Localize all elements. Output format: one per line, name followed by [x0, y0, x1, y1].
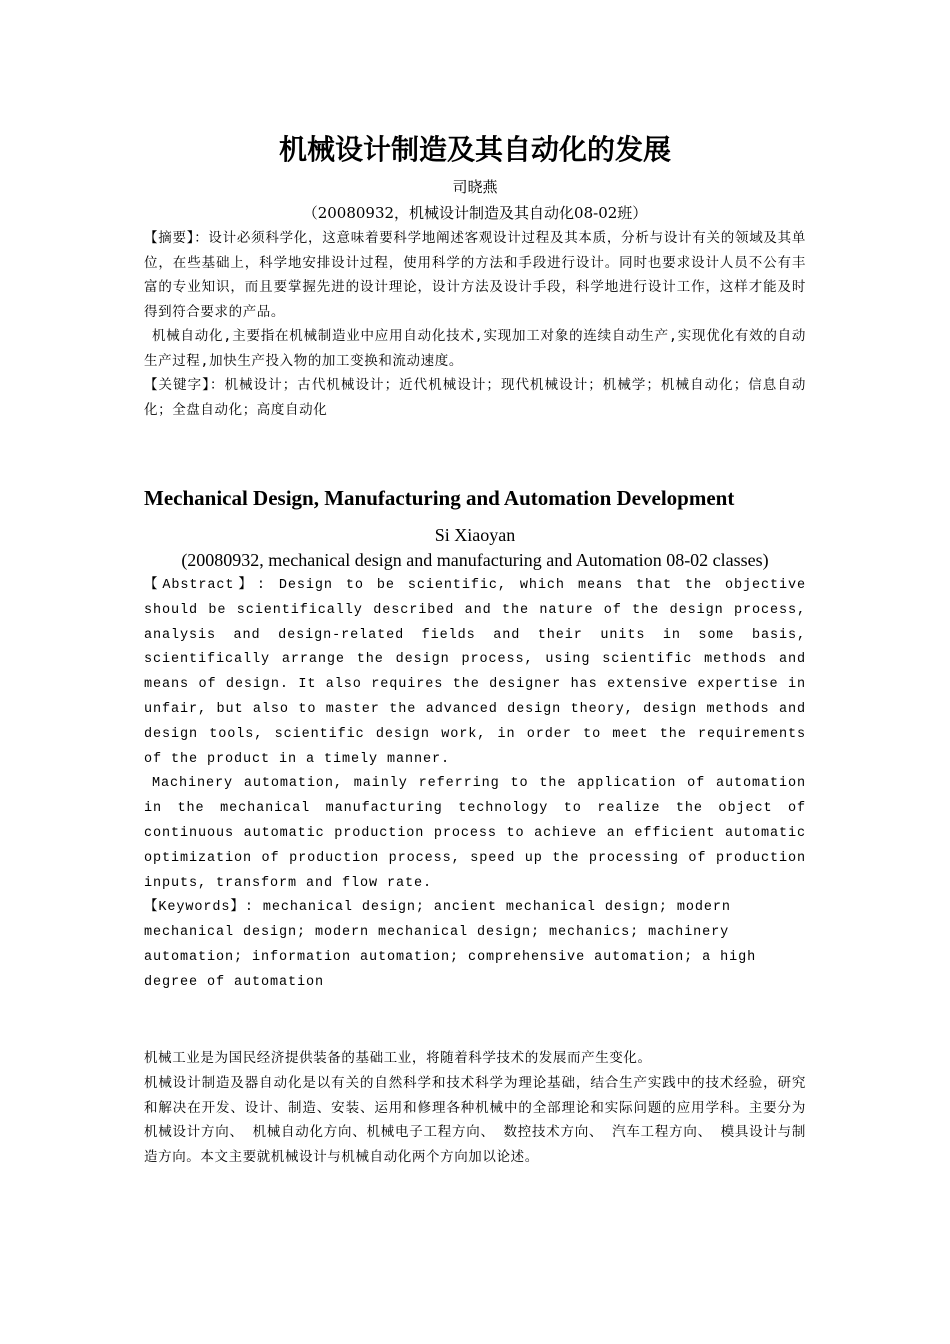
chinese-abstract-block	[144, 226, 806, 422]
chinese-keywords-label: 【关键字】	[144, 377, 210, 393]
chinese-abstract-paragraph-2: 机械自动化,主要指在机械制造业中应用自动化技术,实现加工对象的连续自动生产,实现优化有效的自动生产过程,加快生产投入物的加工变换和流动速度。	[144, 328, 806, 369]
english-abstract-paragraph-2: Machinery automation, mainly referring to the application of automation in the mechanical manufacturing technology to realize the object of continuous automatic production process to achieve an efficient automatic optimization of production process, speed up the processing of production inputs, transform and flow rate.	[144, 776, 806, 891]
english-abstract-text: : Design to be scientific, which means that the objective should be scientifically described and the nature of the design process, analysis and design-related fields and their units in some basis, scientifically arrange the design process, using scientific methods and means of design. It also requires the designer has extensive expertise in unfair, but also to master the advanced design theory, design methods and design tools, scientific design work, in order to meet the requirements of the product in a timely manner.	[144, 578, 807, 767]
chinese-abstract-text: ：设计必须科学化，这意味着要科学地阐述客观设计过程及其本质，分析与设计有关的领域及其单位，在些基础上，科学地安排设计过程，使用科学的方法和手段进行设计。同时也要求设计人员不公有丰富的专业知识，而且要掌握先进的设计理论，设计方法及设计手段，科学地进行设计工作，这样才能及时得到符合要求的产品。	[144, 230, 806, 320]
body-paragraph-1: 机械工业是为国民经济提供装备的基础工业，将随着科学技术的发展而产生变化。	[144, 1050, 652, 1066]
chinese-abstract	[144, 226, 806, 324]
chinese-keywords-text: ：机械设计；古代机械设计；近代机械设计；现代机械设计；机械学；机械自动化；信息自动化；全盘自动化；高度自动化	[144, 377, 807, 418]
english-author: Si Xiaoyan	[434, 525, 516, 545]
chinese-keywords	[144, 373, 806, 422]
english-keywords-text: : mechanical design; ancient mechanical design; modern mechanical design; modern mechanical design; mechanics; machinery automation; information automation; comprehensive automation; a high degree of automation	[144, 900, 757, 990]
english-keywords	[144, 896, 806, 995]
english-affiliation: (20080932, mechanical design and manufacturing and Automation 08-02 classes)	[181, 550, 769, 570]
english-abstract	[144, 574, 806, 772]
chinese-title: 机械设计制造及其自动化的发展	[278, 133, 671, 166]
body-text-block	[144, 1046, 806, 1170]
body-paragraph-2: 机械设计制造及器自动化是以有关的自然科学和技术科学为理论基础，结合生产实践中的技术经验，研究和解决在开发、设计、制造、安装、运用和修理各种机械中的全部理论和实际问题的应用学科。主要分为机械设计方向、 机械自动化方向、机械电子工程方向、 数控技术方向、 汽车工程方向、 模具设计与制造方向。本文主要就机械设计与机械自动化两个方向加以论述。	[144, 1074, 806, 1166]
english-abstract-block	[144, 574, 806, 996]
chinese-affiliation: （20080932，机械设计制造及其自动化08-02班）	[302, 204, 648, 222]
chinese-author: 司晓燕	[452, 178, 498, 196]
english-abstract-label: 【Abstract】	[144, 578, 257, 593]
chinese-abstract-label: 【摘要】	[144, 230, 195, 246]
english-keywords-label: 【Keywords】	[144, 900, 245, 916]
english-title: Mechanical Design, Manufacturing and Automation Development	[144, 486, 735, 510]
